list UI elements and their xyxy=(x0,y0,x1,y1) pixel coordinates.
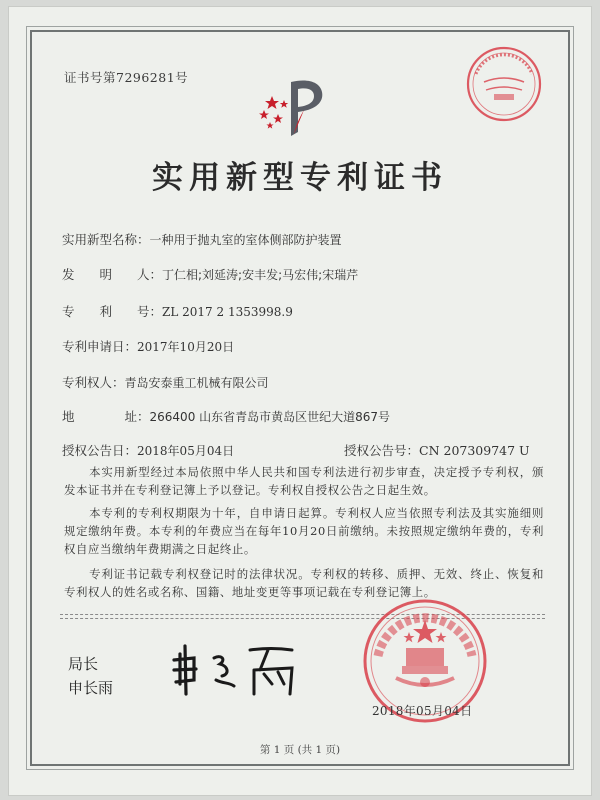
field-utility-model-name xyxy=(62,230,342,248)
director-name: 申长雨 xyxy=(68,679,114,697)
field-value: 丁仁相;刘延涛;安丰发;马宏伟;宋瑞芹 xyxy=(162,268,359,282)
agency-seal-stamp xyxy=(464,44,544,124)
field-patent-number xyxy=(62,302,293,320)
field-label: 授权公告日： xyxy=(62,443,138,458)
field-grant-date xyxy=(62,441,234,459)
field-label: 专 利 号： xyxy=(62,304,163,319)
field-value: 一种用于抛丸室的室体侧部防护装置 xyxy=(149,233,342,247)
field-patentee xyxy=(62,373,269,391)
director-title: 局长 xyxy=(68,655,99,673)
director-signature xyxy=(168,640,308,702)
patent-office-logo-icon xyxy=(258,74,328,140)
paragraph-grant-notice xyxy=(64,463,544,499)
paragraph-text: 专利证书记载专利权登记时的法律状况。专利权的转移、质押、无效、终止、恢复和专利权人的姓名或名称、国籍、地址变更等事项记载在专利登记簿上。 xyxy=(64,567,544,599)
field-grant-number xyxy=(344,441,530,459)
field-label: 发 明 人： xyxy=(62,267,163,282)
field-label: 专利权人： xyxy=(62,375,125,390)
field-value: 2018年05月04日 xyxy=(137,444,235,458)
paragraph-term-notice xyxy=(64,504,544,558)
field-label: 授权公告号： xyxy=(344,443,420,458)
field-value: CN 207309747 U xyxy=(419,443,530,458)
field-address xyxy=(62,407,390,425)
field-inventors xyxy=(62,265,358,283)
field-label: 地 址： xyxy=(62,409,150,424)
field-filing-date xyxy=(62,337,234,355)
field-value: 青岛安泰重工机械有限公司 xyxy=(124,376,269,390)
seal-date: 2018年05月04日 xyxy=(372,704,473,718)
page-number: 第 1 页 (共 1 页) xyxy=(259,744,341,756)
paragraph-text: 本实用新型经过本局依照中华人民共和国专利法进行初步审查，决定授予专利权，颁发本证书并在专利登记簿上予以登记。专利权自授权公告之日起生效。 xyxy=(64,465,544,497)
certificate-title: 实用新型专利证书 xyxy=(152,160,448,196)
field-label: 专利申请日： xyxy=(62,339,138,354)
certificate-number: 证书号第7296281号 xyxy=(64,70,189,85)
paragraph-text: 本专利的专利权期限为十年，自申请日起算。专利权人应当依照专利法及其实施细则规定缴纳年费。本专利的年费应当在每年10月20日前缴纳。未按照规定缴纳年费的，专利权自应当缴纳年费期满之日起终止。 xyxy=(64,506,544,556)
director-block xyxy=(68,652,113,700)
field-label: 实用新型名称： xyxy=(62,232,150,247)
field-value: 2017年10月20日 xyxy=(137,340,235,354)
field-value: ZL 2017 2 1353998.9 xyxy=(162,305,293,319)
field-value: 266400 山东省青岛市黄岛区世纪大道867号 xyxy=(149,410,391,424)
